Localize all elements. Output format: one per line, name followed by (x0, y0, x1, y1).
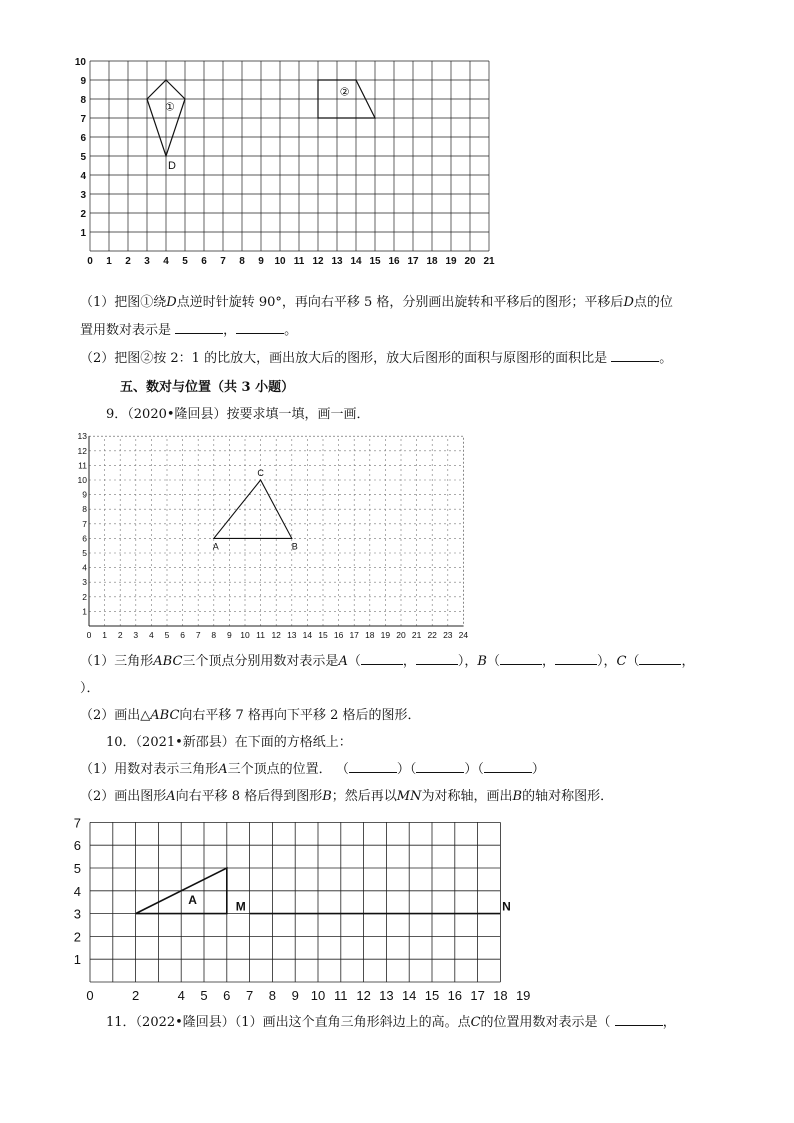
x-tick-label: 19 (445, 256, 457, 267)
x-tick-label: 20 (464, 256, 476, 267)
grid-2 (75, 430, 475, 642)
y-tick-label: 11 (78, 460, 87, 471)
y-tick-label: 1 (73, 952, 81, 968)
y-tick-label: 3 (82, 577, 87, 588)
x-tick-label: 2 (117, 630, 123, 640)
x-tick-label: 20 (396, 630, 406, 640)
x-tick-label: 22 (427, 630, 437, 640)
x-tick-label: 5 (182, 256, 188, 267)
x-tick-label: 11 (334, 988, 348, 1003)
x-tick-label: 15 (424, 988, 440, 1003)
y-tick-label: 12 (77, 445, 87, 456)
x-tick-label: 2 (131, 988, 140, 1003)
grid-3 (70, 812, 540, 1007)
x-tick-label: 16 (388, 256, 400, 267)
x-tick-label: 9 (258, 256, 264, 267)
y-tick-label: 6 (82, 533, 87, 544)
y-tick-label: 13 (77, 431, 87, 442)
x-tick-label: 13 (287, 630, 297, 640)
x-tick-label: 14 (350, 256, 362, 267)
vertex-label: A (212, 541, 219, 552)
y-tick-label: 4 (80, 171, 86, 182)
y-tick-label: 1 (80, 228, 86, 239)
x-tick-label: 10 (274, 256, 286, 267)
x-tick-label: 10 (240, 630, 250, 640)
answer-blank[interactable] (361, 652, 403, 665)
x-tick-label: 21 (411, 630, 422, 640)
x-tick-label: 18 (426, 256, 438, 267)
y-tick-label: 3 (80, 190, 86, 201)
x-tick-label: 4 (163, 256, 169, 267)
y-tick-label: 2 (73, 929, 81, 945)
x-tick-label: 0 (86, 988, 94, 1003)
y-tick-label: 2 (80, 209, 86, 220)
x-tick-label: 8 (239, 256, 245, 267)
x-tick-label: 18 (493, 988, 508, 1003)
y-tick-label: 4 (82, 562, 87, 573)
y-tick-label: 7 (73, 815, 81, 831)
y-tick-label: 8 (80, 95, 86, 106)
y-tick-label: 9 (82, 489, 87, 500)
y-tick-label: 5 (80, 152, 86, 163)
x-tick-label: 6 (180, 630, 185, 640)
point-n-label: N (502, 899, 511, 914)
vertex-label: B (291, 541, 298, 552)
answer-blank[interactable] (615, 1013, 663, 1026)
y-tick-label: 8 (82, 504, 87, 515)
x-tick-label: 5 (200, 988, 208, 1003)
x-tick-label: 14 (302, 630, 313, 640)
x-tick-label: 3 (133, 630, 139, 640)
point-d-label: D (168, 160, 176, 172)
y-tick-label: 4 (73, 883, 81, 899)
x-tick-label: 8 (268, 988, 277, 1003)
x-tick-label: 6 (201, 256, 207, 267)
x-tick-label: 16 (333, 630, 344, 640)
q8-part2: （2）把图②按 2：1 的比放大，画出放大后的图形，放大后图形的面积与原图形的面积比是 。 (80, 351, 673, 366)
q10-title: 10．（2021•新邵县）在下面的方格纸上： (106, 735, 352, 750)
x-tick-label: 21 (483, 256, 495, 267)
x-tick-label: 13 (331, 256, 343, 267)
x-tick-label: 13 (379, 988, 394, 1003)
x-tick-label: 17 (470, 988, 485, 1003)
q9-part2: （2）画出△ABC向右平移 7 格再向下平移 2 格后的图形． (80, 708, 421, 723)
point-m-label: M (235, 899, 246, 914)
x-tick-label: 7 (220, 256, 226, 267)
y-tick-label: 5 (82, 548, 87, 558)
q9-title: 9．（2020•隆回县）按要求填一填，画一画． (106, 407, 370, 422)
q10-part2: （2）画出图形A向右平移 8 格后得到图形B；然后再以MN为对称轴，画出B的轴对称图形． (80, 789, 614, 804)
y-tick-label: 7 (80, 114, 86, 125)
q10-part1: （1）用数对表示三角形A三个顶点的位置． （ ）（ ）（ ） (80, 762, 545, 777)
x-tick-label: 15 (318, 630, 328, 640)
x-tick-label: 4 (149, 630, 154, 640)
section-5-title: 五、数对与位置（共 3 小题） (120, 380, 295, 395)
x-tick-label: 12 (271, 630, 281, 640)
x-tick-label: 7 (195, 630, 201, 640)
x-tick-label: 19 (515, 988, 531, 1003)
y-tick-label: 6 (73, 838, 81, 854)
grid-1 (70, 57, 500, 286)
y-tick-label: 9 (80, 76, 86, 87)
answer-blank[interactable] (500, 652, 542, 665)
q8-part1-line2: 置用数对表示是 ， 。 (80, 323, 298, 338)
vertex-label: C (257, 468, 264, 478)
y-tick-label: 3 (73, 906, 81, 922)
answer-blank[interactable] (416, 652, 458, 665)
x-tick-label: 6 (223, 988, 231, 1003)
x-tick-label: 14 (401, 988, 417, 1003)
answer-blank[interactable] (416, 760, 464, 773)
x-tick-label: 7 (245, 988, 254, 1003)
x-tick-label: 18 (365, 630, 375, 640)
x-tick-label: 4 (177, 988, 185, 1003)
y-tick-label: 1 (82, 606, 87, 617)
x-tick-label: 12 (356, 988, 371, 1003)
answer-blank[interactable] (639, 652, 681, 665)
x-tick-label: 5 (164, 630, 170, 640)
q9-part1-line2: ）． (80, 681, 100, 696)
x-tick-label: 23 (443, 630, 453, 640)
y-tick-label: 7 (82, 518, 87, 529)
answer-blank[interactable] (555, 652, 597, 665)
y-tick-label: 5 (73, 861, 81, 876)
x-tick-label: 10 (310, 988, 326, 1003)
x-tick-label: 1 (102, 630, 107, 640)
q11-title: 11．（2022•隆回县）（1）画出这个直角三角形斜边上的高。点C的位置用数对表示是（ ， (106, 1015, 676, 1030)
q8-part1-line1: （1）把图①绕D点逆时针旋转 90°，再向右平移 5 格，分别画出旋转和平移后的图形；平移后D点的位 (80, 295, 673, 310)
shape-2-label: ② (339, 86, 350, 99)
y-tick-label: 2 (82, 591, 87, 602)
answer-blank[interactable] (611, 349, 659, 362)
x-tick-label: 24 (458, 630, 469, 640)
answer-blank[interactable] (349, 760, 397, 773)
x-tick-label: 11 (293, 256, 305, 267)
answer-blank[interactable] (175, 321, 223, 334)
x-tick-label: 2 (125, 256, 131, 267)
y-tick-label: 6 (80, 133, 86, 144)
y-tick-label: 10 (74, 57, 86, 68)
q9-part1-line1: （1）三角形ABC三个顶点分别用数对表示是A（ ， ），B（ ， ），C（ ， (80, 654, 695, 669)
x-tick-label: 3 (144, 256, 150, 267)
x-tick-label: 8 (211, 630, 217, 640)
y-tick-label: 10 (77, 475, 87, 485)
answer-blank[interactable] (236, 321, 284, 334)
x-tick-label: 0 (87, 256, 93, 267)
x-tick-label: 12 (312, 256, 324, 267)
x-tick-label: 17 (349, 630, 359, 640)
x-tick-label: 16 (447, 988, 463, 1003)
x-tick-label: 9 (227, 630, 232, 640)
shape-1-label: ① (164, 101, 175, 114)
x-tick-label: 0 (86, 630, 92, 640)
x-tick-label: 15 (369, 256, 381, 267)
x-tick-label: 19 (380, 630, 391, 640)
triangle-a-label: A (188, 892, 197, 907)
x-tick-label: 9 (291, 988, 299, 1003)
x-tick-label: 11 (256, 630, 266, 640)
answer-blank[interactable] (484, 760, 532, 773)
x-tick-label: 1 (106, 256, 112, 267)
x-tick-label: 17 (407, 256, 419, 267)
